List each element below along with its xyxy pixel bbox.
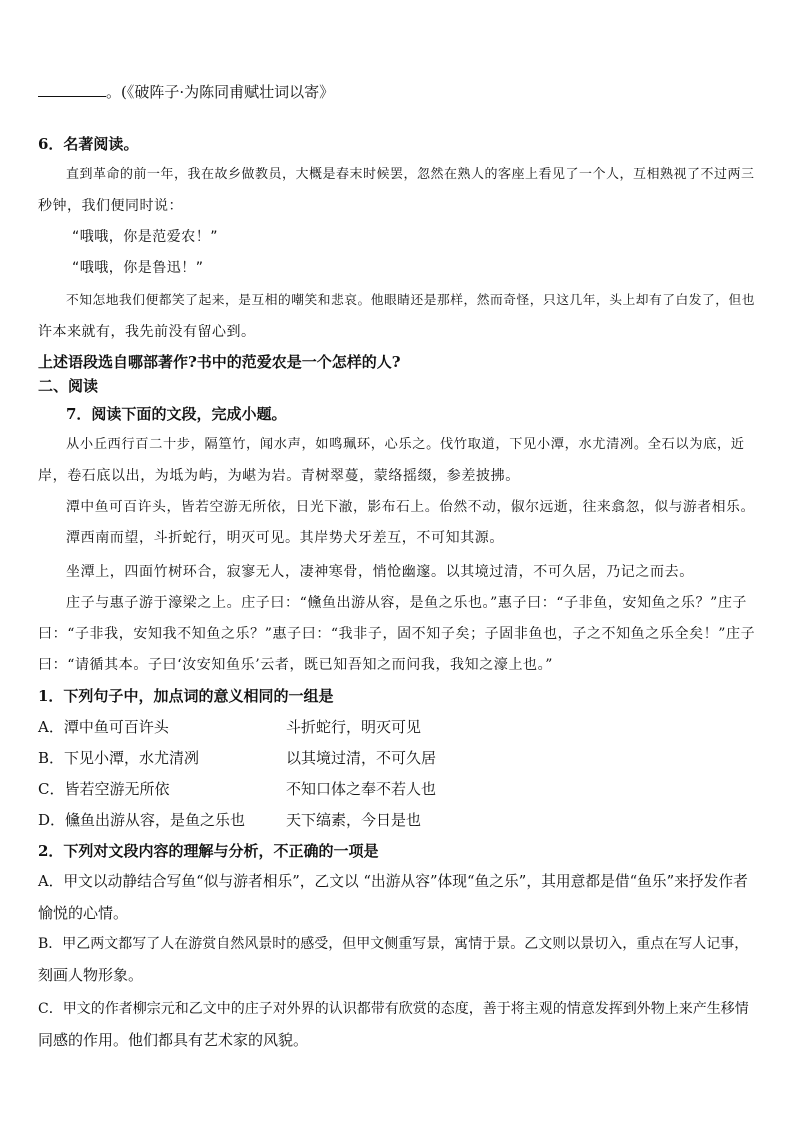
passage-b-p1b: 曰：“子非我，安知我不知鱼之乐？”惠子曰：“我非子，固不知子矣；子固非鱼也，子之不知鱼之乐全矣！”庄子 [38,626,756,642]
option-d-left: D．儵鱼出游从容，是鱼之乐也 [38,811,246,829]
poem-source: 。(《破阵子·为陈同甫赋壮词以寄》 [106,83,335,101]
option-c-left: C．皆若空游无所依 [38,780,170,798]
q6-passage-p3: “哦哦，你是鲁迅！” [72,260,204,276]
option-b-right: 以其境过清，不可久居 [286,749,437,767]
passage-b-p1c: 曰：“请循其本。子曰‘汝安知鱼乐’云者，既已知吾知之而问我，我知之濠上也。” [38,657,554,673]
passage-a-p1a: 从小丘西行百二十步，隔篁竹，闻水声，如鸣珮环，心乐之。伐竹取道，下见小潭，水尤清冽。全石以为底，近 [66,437,745,452]
passage-a-p1b: 岸，卷石底以出，为坻为屿，为嵁为岩。青树翠蔓，蒙络摇缀，参差披拂。 [38,468,520,484]
sub2-option-b-line1[interactable]: B．甲乙两文都写了人在游赏自然风景时的感受，但甲文侧重写景，寓情于景。乙文则以景切入，重点在写人记事， [38,936,749,952]
q6-heading: 6．名著阅读。 [38,135,139,153]
q6-passage-p2: “哦哦，你是范爱农！” [72,229,219,245]
sub2-option-a-line1[interactable]: A．甲文以动静结合写鱼“似与游者相乐”，乙文以 “出游从容”体现“鱼之乐”，其用意都是借“鱼乐”来抒发作者 [38,873,748,890]
q6-passage-p1a: 直到革命的前一年，我在故乡做教员，大概是春末时候罢，忽然在熟人的客座上看见了一个人，互相熟视了不过两三 [66,167,755,182]
sub1-option-a[interactable] [38,717,756,737]
section-2-heading: 二、阅读 [38,377,99,395]
sub2-option-c-line1[interactable]: C．甲文的作者柳宗元和乙文中的庄子对外界的认识都带有欣赏的态度，善于将主观的情意发挥到外物上来产生移情 [38,1001,749,1017]
passage-b-p1a: 庄子与惠子游于濠梁之上。庄子曰：“儵鱼出游从容，是鱼之乐也。”惠子曰：“子非鱼，安知鱼之乐？”庄子 [66,595,748,611]
passage-a-p4: 坐潭上，四面竹树环合，寂寥无人，凄神寒骨，悄怆幽邃。以其境过清，不可久居，乃记之而去。 [66,564,694,580]
passage-a-p2: 潭中鱼可百许头，皆若空游无所依，日光下澈，影布石上。佁然不动，俶尔远逝，往来翕忽，似与游者相乐。 [66,499,755,515]
sub2-option-b-line2: 刻画人物形象。 [38,966,144,984]
option-c-right: 不知口体之奉不若人也 [286,780,437,798]
passage-a-p3: 潭西南而望，斗折蛇行，明灭可见。其岸势犬牙差互，不可知其源。 [66,530,504,546]
sub1-question: 1．下列句子中，加点词的意义相同的一组是 [38,687,334,705]
sub1-option-c[interactable] [38,779,756,799]
sub1-option-d[interactable] [38,810,756,830]
fill-blank-line [38,82,756,102]
sub2-option-c-line2: 同感的作用。他们都具有艺术家的风貌。 [38,1031,309,1049]
sub2-option-a-line2: 愉悦的心情。 [38,904,129,922]
sub2-question: 2．下列对文段内容的理解与分析，不正确的一项是 [38,842,379,860]
answer-blank[interactable] [38,82,106,97]
option-a-right: 斗折蛇行，明灭可见 [286,718,422,736]
option-d-right: 天下缟素，今日是也 [286,811,422,829]
q6-question: 上述语段选自哪部著作?书中的范爱农是一个怎样的人? [38,353,401,371]
q6-passage-p4b: 许本来就有，我先前没有留心到。 [38,324,256,340]
option-a-left: A．潭中鱼可百许头 [38,718,169,736]
q6-passage-p4a: 不知怎地我们便都笑了起来，是互相的嘲笑和悲哀。他眼睛还是那样，然而奇怪，只这几年，头上却有了白发了，但也 [66,293,755,308]
q7-heading: 7．阅读下面的文段，完成小题。 [66,405,287,423]
q6-passage-p1b: 秒钟，我们便同时说： [38,198,183,214]
sub1-option-b[interactable] [38,748,756,768]
option-b-left: B．下见小潭，水尤清冽 [38,749,200,767]
